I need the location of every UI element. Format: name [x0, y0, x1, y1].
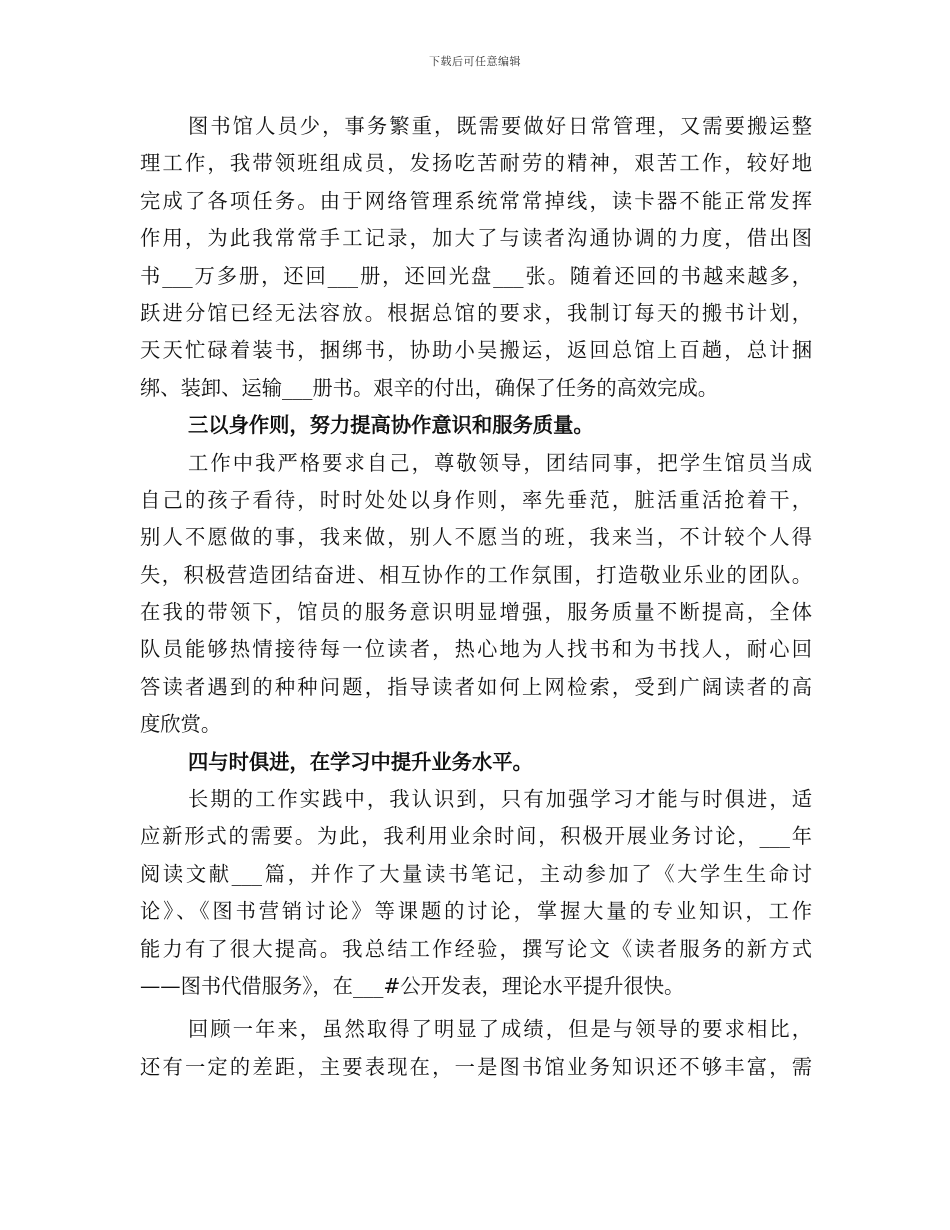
section-heading-3: 三以身作则，努力提高协作意识和服务质量。	[188, 413, 594, 438]
text-line: 理工作，我带领班组成员，发扬吃苦耐劳的精神，艰苦工作，较好地	[140, 151, 812, 176]
text-line: 答读者遇到的种种问题，指导读者如何上网检索，受到广阔读者的高	[140, 674, 812, 699]
text-line: 天天忙碌着装书，捆绑书，协助小吴搬运，返回总馆上百趟，总计捆	[140, 338, 812, 363]
document-body	[140, 108, 812, 1086]
paragraph-learning	[140, 781, 812, 1005]
paragraph-review	[140, 1011, 812, 1086]
text-line: 还有一定的差距，主要表现在，一是图书馆业务知识还不够丰富，需	[140, 1054, 812, 1079]
text-line: 在我的带领下，馆员的服务意识明显增强，服务质量不断提高，全体	[140, 600, 812, 625]
text-line: 阅读文献___篇，并作了大量读书笔记，主动参加了《大学生生命讨	[140, 861, 812, 886]
text-line: 工作中我严格要求自己，尊敬领导，团结同事，把学生馆员当成	[188, 450, 812, 475]
page-header: 下载后可任意编辑	[429, 55, 521, 68]
text-line: ——图书代借服务》，在___#公开发表，理论水平提升很快。	[140, 973, 685, 998]
text-line: 作用，为此我常常手工记录，加大了与读者沟通协调的力度，借出图	[140, 226, 812, 251]
text-line: 完成了各项任务。由于网络管理系统常常掉线，读卡器不能正常发挥	[140, 188, 812, 213]
text-line: 跃进分馆已经无法容放。根据总馆的要求，我制订每天的搬书计划，	[140, 300, 812, 325]
text-line: 论》、《图书营销讨论》等课题的讨论，掌握大量的专业知识，工作	[140, 899, 812, 924]
text-line: 失，积极营造团结奋进、相互协作的工作氛围，打造敬业乐业的团队。	[140, 562, 812, 587]
text-line: 回顾一年来，虽然取得了明显了成绩，但是与领导的要求相比，	[188, 1017, 812, 1042]
text-line: 图书馆人员少，事务繁重，既需要做好日常管理，又需要搬运整	[188, 114, 812, 138]
section-heading-4: 四与时俱进，在学习中提升业务水平。	[188, 749, 533, 774]
text-line: 队员能够热情接待每一位读者，热心地为人找书和为书找人，耐心回	[140, 637, 812, 662]
text-line: 绑、装卸、运输___册书。艰辛的付出，确保了任务的高效完成。	[140, 375, 719, 400]
text-line: 能力有了很大提高。我总结工作经验，撰写论文《读者服务的新方式	[140, 936, 812, 961]
text-line: 长期的工作实践中，我认识到，只有加强学习才能与时俱进，适	[188, 787, 812, 812]
text-line: 应新形式的需要。为此，我利用业余时间，积极开展业务讨论，___年	[140, 824, 812, 849]
paragraph-library-work	[140, 108, 812, 407]
text-line: 书___万多册，还回___册，还回光盘___张。随着还回的书越来越多，	[140, 263, 812, 288]
text-line: 自己的孩子看待，时时处处以身作则，率先垂范，脏活重活抢着干，	[140, 487, 812, 512]
text-line: 度欣赏。	[140, 712, 222, 737]
text-line: 别人不愿做的事，我来做，别人不愿当的班，我来当，不计较个人得	[140, 525, 812, 550]
paragraph-teamwork	[140, 445, 812, 744]
